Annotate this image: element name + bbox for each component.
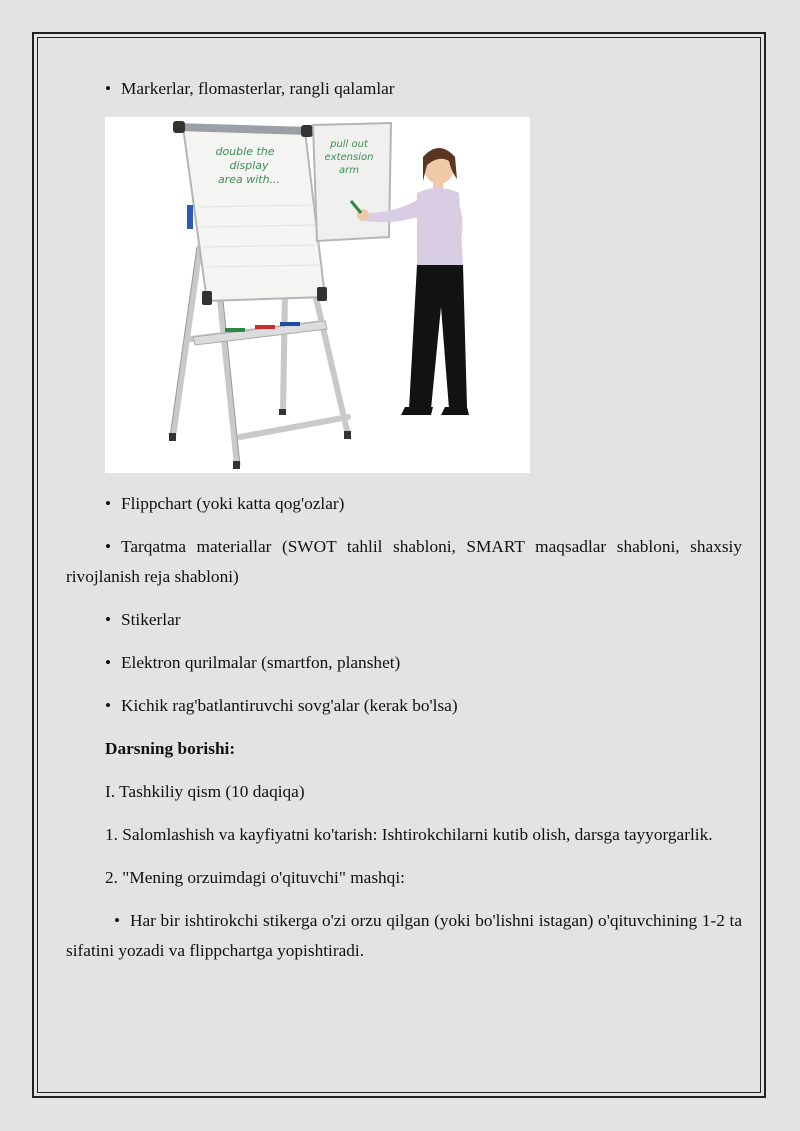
board-text-line: pull out bbox=[330, 139, 368, 150]
bullet-glyph: • bbox=[105, 537, 112, 556]
bullet-glyph: • bbox=[105, 696, 112, 715]
board-text-line: display bbox=[229, 159, 269, 172]
list-item-text: Stikerlar bbox=[121, 610, 181, 629]
step-one-paragraph: 1. Salomlashish va kayfiyatni ko'tarish: Ishtirokchilarni kutib olish, darsga tayyorgarlik. bbox=[105, 825, 713, 844]
list-item-markers bbox=[66, 74, 742, 104]
board-text-line: area with... bbox=[217, 173, 281, 186]
list-item-text: Flippchart (yoki katta qog'ozlar) bbox=[121, 494, 345, 513]
list-item-text: Markerlar, flomasterlar, rangli qalamlar bbox=[121, 79, 395, 98]
board-text-line: double the bbox=[215, 145, 275, 158]
list-item-text: Elektron qurilmalar (smartfon, planshet) bbox=[121, 653, 401, 672]
bullet-glyph: • bbox=[105, 79, 112, 98]
list-item-text: Kichik rag'batlantiruvchi sovg'alar (kerak bo'lsa) bbox=[121, 696, 458, 715]
bullet-glyph: • bbox=[105, 653, 112, 672]
bullet-glyph: • bbox=[105, 610, 112, 629]
flipchart-photo bbox=[105, 117, 530, 473]
list-item-gifts bbox=[66, 691, 742, 721]
bullet-glyph: • bbox=[114, 911, 121, 930]
list-item-handouts bbox=[66, 532, 742, 592]
list-item-stickers bbox=[66, 605, 742, 635]
section-heading: Darsning borishi: bbox=[105, 739, 236, 758]
list-item-text: Har bir ishtirokchi stikerga o'zi orzu qilgan (yoki bo'lishni istagan) o'qituvchining 1-2 ta sifatini yozadi va flippchartga yopishtiradi. bbox=[66, 911, 742, 960]
list-item-flipchart bbox=[66, 489, 742, 519]
board-text-line: extension bbox=[324, 152, 374, 163]
list-item-devices bbox=[66, 648, 742, 678]
step-two-heading: 2. "Mening orzuimdagi o'qituvchi" mashqi: bbox=[105, 868, 405, 887]
board-text-line: arm bbox=[339, 165, 359, 176]
part-one-heading: I. Tashkiliy qism (10 daqiqa) bbox=[105, 782, 305, 801]
document-body bbox=[66, 74, 742, 979]
bullet-glyph: • bbox=[105, 494, 112, 513]
list-item-step-two bbox=[66, 906, 742, 966]
list-item-text: Tarqatma materiallar (SWOT tahlil shabloni, SMART maqsadlar shabloni, shaxsiy rivojlanish reja shabloni) bbox=[66, 537, 742, 586]
